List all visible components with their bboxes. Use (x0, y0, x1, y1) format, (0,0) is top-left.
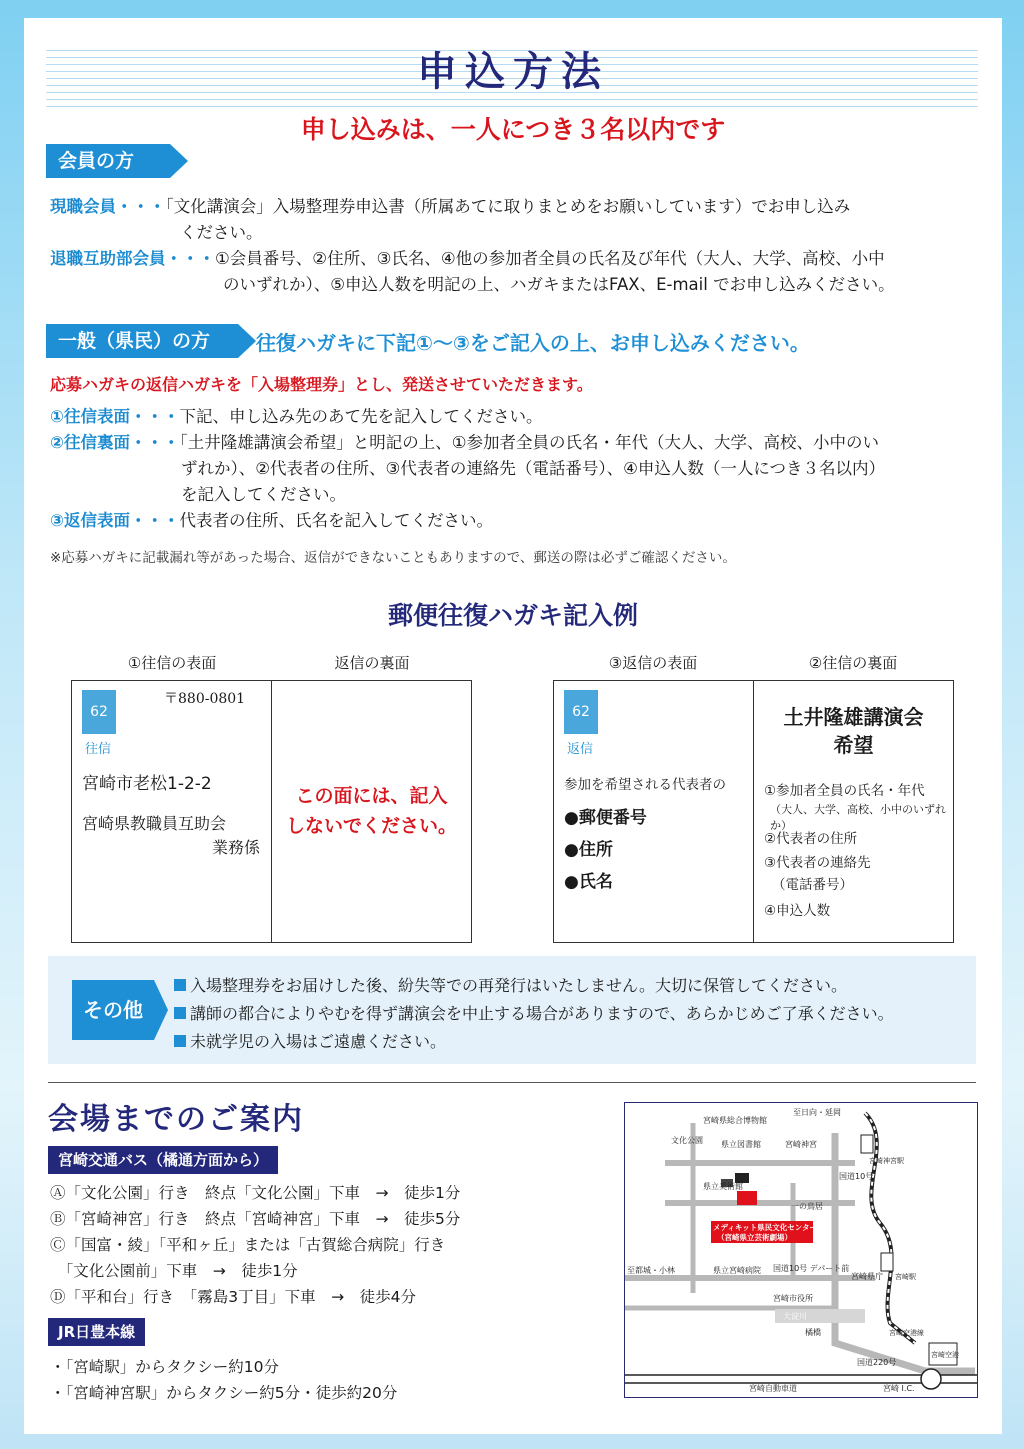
members-tag: 会員の方 (46, 144, 170, 178)
card2-intro: 参加を希望される代表者の (564, 777, 726, 793)
item-2-label: ②往信裏面・・・ (50, 433, 180, 452)
card2-zip-box: 62 (564, 690, 598, 734)
card1-org: 宮崎県教職員互助会 (82, 814, 227, 833)
map-pref-office: 宮崎県庁 (851, 1272, 883, 1281)
page-title: 申込方法 (417, 49, 609, 95)
card2-item-zip: ●郵便番号 (564, 808, 647, 828)
bus-route: Ⓑ「宮崎神宮」行き 終点「宮崎神宮」下車 → 徒歩5分 (50, 1210, 461, 1228)
map-museum-top: 宮崎県総合博物館 (703, 1116, 767, 1125)
map-ichinotorii: 一の鳥居 (791, 1202, 823, 1211)
general-items (50, 404, 990, 534)
map-library: 県立図書館 (721, 1140, 761, 1149)
postcard-example-1 (71, 680, 472, 943)
flyer-page (24, 18, 1002, 1434)
other-item: 入場整理券をお届けした後、紛失等での再発行はいたしません。大切に保管してください。 (174, 972, 894, 1000)
other-notes (48, 956, 976, 1064)
card2-kind: 返信 (567, 742, 594, 757)
card1-address: 宮崎市老松1-2-2 (82, 774, 212, 794)
square-bullet-icon (174, 1035, 186, 1047)
map-drawing (625, 1103, 977, 1397)
map-venue-2: （宮崎県立芸術劇場） (717, 1233, 792, 1242)
card2-req1-note: （大人、大学、高校、小中のいずれか） (770, 803, 946, 832)
general-tag: 一般（県民）の方 (46, 324, 238, 358)
map-bridge: 橘橋 (805, 1328, 821, 1337)
example-title: 郵便往復ハガキ記入例 (387, 601, 638, 630)
access-title: 会場までのご案内 (48, 1102, 304, 1137)
card2-back (754, 681, 953, 942)
map-depart: 国道10号 デパート前 (773, 1264, 850, 1273)
card2-req4: ④申込人数 (764, 903, 831, 919)
square-bullet-icon (174, 979, 186, 991)
bus-routes (50, 1180, 460, 1310)
map-expressway: 宮崎自動車道 (749, 1384, 797, 1393)
card1-zip-box: 62 (82, 690, 116, 734)
other-item: 未就学児の入場はご遠慮ください。 (174, 1028, 894, 1056)
current-member-text-2: ください。 (180, 223, 263, 242)
map-heiwadai: 至日向・延岡 (793, 1108, 841, 1117)
card1-right-caption: 返信の裏面 (334, 654, 410, 672)
map-miyazaki-station: 宮崎駅 (895, 1273, 916, 1281)
map-jingu-station: 宮崎神宮駅 (869, 1157, 904, 1165)
item-1-text: 下記、申し込み先のあて先を記入してください。 (179, 407, 543, 426)
retired-member-text-1: ①会員番号、②住所、③氏名、④他の参加者全員の氏名及び年代（大人、大学、高校、小中 (215, 249, 885, 268)
map-oyodo: 大淀川 (783, 1312, 807, 1321)
card2-left-caption: ③返信の表面 (608, 654, 698, 672)
card2-req3-note: （電話番号） (772, 877, 853, 893)
jr-route: ・「宮崎神宮駅」からタクシー約5分・徒歩約20分 (50, 1384, 398, 1402)
bus-route: Ⓓ「平和台」行き 「霧島3丁目」下車 → 徒歩4分 (50, 1288, 416, 1306)
card1-front (72, 681, 272, 942)
card2-heading-1: 土井隆雄講演会 (783, 705, 924, 729)
card1-back (272, 681, 471, 942)
map-city-hall: 宮崎市役所 (773, 1294, 813, 1303)
item-2-text-2: ずれか）、②代表者の住所、③代表者の連絡先（電話番号）、④申込人数（一人につき３名以内） (181, 459, 886, 478)
item-2 (50, 430, 990, 456)
map-culture-park: 文化公園 (671, 1136, 703, 1145)
card1-warning (272, 781, 471, 841)
map-art-museum: 県立美術館 (703, 1182, 743, 1191)
map-venue-1: メディキット県民文化センター (713, 1223, 817, 1232)
card2-right-caption: ②往信の裏面 (808, 654, 898, 672)
map-jingu: 宮崎神宮 (785, 1140, 817, 1149)
card1-kind: 往信 (85, 742, 112, 757)
map-ic: 宮崎 I.C. (883, 1384, 915, 1393)
current-member-text-1: 「文化講演会」入場整理券申込書（所属あてに取りまとめをお願いしています）でお申し込み (165, 197, 851, 216)
limit-notice: 申し込みは、一人につき３名以内です (300, 115, 726, 144)
other-tag: その他 (72, 980, 154, 1040)
card2-req3: ③代表者の連絡先 (764, 855, 871, 871)
card2-front (554, 681, 754, 942)
map-kobayashi: 至都城・小林 (627, 1266, 675, 1275)
item-1-label: ①往信表面・・・ (50, 407, 180, 426)
current-member-label: 現職会員・・・ (50, 197, 166, 216)
general-notice: 応募ハガキの返信ハガキを「入場整理券」とし、発送させていただきます。 (50, 375, 593, 394)
other-item: 講師の都合によりやむを得ず講演会を中止する場合がありますので、あらかじめご了承ください。 (174, 1000, 894, 1028)
item-3-text: 代表者の住所、氏名を記入してください。 (179, 511, 493, 530)
card1-dept: 業務係 (211, 838, 260, 857)
postcard-example-2 (553, 680, 954, 943)
retired-member-section (50, 246, 990, 298)
map-airport: 宮崎空港 (931, 1351, 959, 1359)
card2-heading-2: 希望 (833, 733, 874, 757)
retired-member-label: 退職互助部会員・・・ (50, 249, 215, 268)
item-3 (50, 508, 990, 534)
divider (48, 1082, 976, 1083)
map-hospital: 県立宮崎病院 (713, 1266, 761, 1275)
retired-member-text-2: のいずれか）、⑤申込人数を明記の上、ハガキまたはFAX、E-mail でお申し込みください。 (223, 275, 895, 294)
square-bullet-icon (174, 1007, 186, 1019)
card2-item-address: ●住所 (564, 840, 613, 860)
map-national220: 国道220号 (857, 1358, 897, 1367)
item-2-text-3: を記入してください。 (181, 485, 346, 504)
bus-route: Ⓒ「国富・綾」「平和ヶ丘」または「古賀総合病院」行き (50, 1236, 446, 1254)
general-lead: 往復ハガキに下記①～③をご記入の上、お申し込みください。 (256, 331, 810, 355)
access-map (624, 1102, 978, 1398)
card2-item-name: ●氏名 (564, 872, 613, 892)
map-airport-line: 宮崎空港線 (889, 1329, 924, 1337)
card2-req2: ②代表者の住所 (764, 831, 858, 847)
other-list (174, 972, 894, 1056)
card2-req1: ①参加者全員の氏名・年代 (764, 783, 925, 799)
current-member-section (50, 194, 990, 246)
item-1 (50, 404, 990, 430)
item-3-label: ③返信表面・・・ (50, 511, 180, 530)
bus-tag: 宮崎交通バス（橘通方面から） (48, 1146, 278, 1174)
map-national10: 国道10号 (839, 1172, 874, 1181)
item-2-text-1: 「土井隆雄講演会希望」と明記の上、①参加者全員の氏名・年代（大人、大学、高校、小中のい (179, 433, 880, 452)
jr-tag: JR日豊本線 (48, 1318, 145, 1346)
bus-route: 「文化公園前」下車 → 徒歩1分 (50, 1262, 298, 1280)
jr-routes (50, 1354, 397, 1406)
bus-route: Ⓐ「文化公園」行き 終点「文化公園」下車 → 徒歩1分 (50, 1184, 461, 1202)
footnote: ※応募ハガキに記載漏れ等があった場合、返信ができないこともありますので、郵送の際は必ずご確認ください。 (50, 550, 736, 566)
card2-heading (754, 703, 953, 759)
card1-warning-1: この面には、記入 (295, 785, 448, 807)
card1-postal: 〒880-0801 (164, 691, 246, 707)
card1-warning-2: しないでください。 (285, 815, 457, 837)
jr-route: ・「宮崎駅」からタクシー約10分 (50, 1358, 279, 1376)
card1-left-caption: ①往信の表面 (127, 654, 217, 672)
